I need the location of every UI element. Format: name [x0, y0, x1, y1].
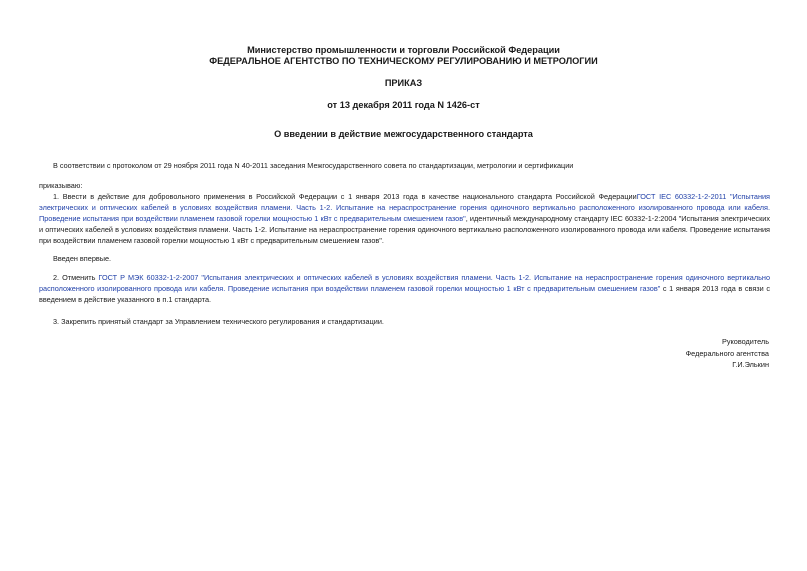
item-2-text-start: 2. Отменить: [53, 273, 99, 282]
item-1-text-end: , идентичный международному стандарту IEC 60332-1-2:2004 "Испытания электрических и оптических кабелей в условиях воздействия пламени. Часть 1-2. Испытание на нераспространение горения одиночного вертикально расположенного изолированного провода или кабеля. Проведение испытания при воздействии пламенем газовой горелки мощностью 1 кВт с предварительным смешением газов".: [39, 214, 770, 245]
document-type: ПРИКАЗ: [384, 78, 423, 88]
gost-iec-60332-link[interactable]: ГОСТ IEC 60332-1-2-2011 "Испытания электрических и оптических кабелей в условиях воздействия пламени. Часть 1-2. Испытание на нераспространение горения одиночного вертикально расположенного изолированного провода или кабеля. Проведение испытания при воздействии пламенем газовой горелки мощностью 1 кВт с предварительным смешением газов": [39, 192, 771, 223]
signature-block: [686, 336, 769, 371]
signature-name: Г.И.Элькин: [732, 360, 769, 369]
order-word: приказываю:: [39, 181, 83, 190]
ministry-heading: Министерство промышленности и торговли Российской Федерации: [247, 45, 560, 55]
item-1-paragraph: [39, 191, 770, 246]
gost-r-mek-60332-link[interactable]: ГОСТ Р МЭК 60332-1-2-2007 "Испытания электрических и оптических кабелей в условиях воздействия пламени. Часть 1-2. Испытание на нераспространение горения одиночного вертикально расположенного изолированного провода или кабеля. Проведение испытания при воздействии пламенем газовой горелки мощностью 1 кВт с предварительным смешением газов": [39, 273, 771, 293]
signature-position-line1: Руководитель: [721, 337, 769, 346]
introduced-note: Введен впервые.: [53, 254, 112, 263]
item-2-paragraph: [39, 272, 770, 305]
agency-heading: ФЕДЕРАЛЬНОЕ АГЕНТСТВО ПО ТЕХНИЧЕСКОМУ РЕГУЛИРОВАНИЮ И МЕТРОЛОГИИ: [209, 56, 598, 66]
order-subject: О введении в действие межгосударственного стандарта: [274, 129, 533, 139]
item-2-text-end: с 1 января 2013 года в связи с введением в действие указанного в п.1 стандарта.: [39, 284, 770, 304]
item-3-paragraph: 3. Закрепить принятый стандарт за Управлением технического регулирования и стандартизации.: [53, 317, 384, 326]
order-date-number: от 13 декабря 2011 года N 1426-ст: [327, 100, 480, 110]
item-1-text-start: 1. Ввести в действие для добровольного применения в Российской Федерации с 1 января 2013 года в качестве национального стандарта Российской Федерации: [53, 192, 637, 201]
signature-position-line2: Федерального агентства: [685, 348, 769, 358]
preamble-paragraph: В соответствии с протоколом от 29 ноября 2011 года N 40-2011 заседания Межгосударственного совета по стандартизации, метрологии и сертификации: [53, 161, 574, 170]
